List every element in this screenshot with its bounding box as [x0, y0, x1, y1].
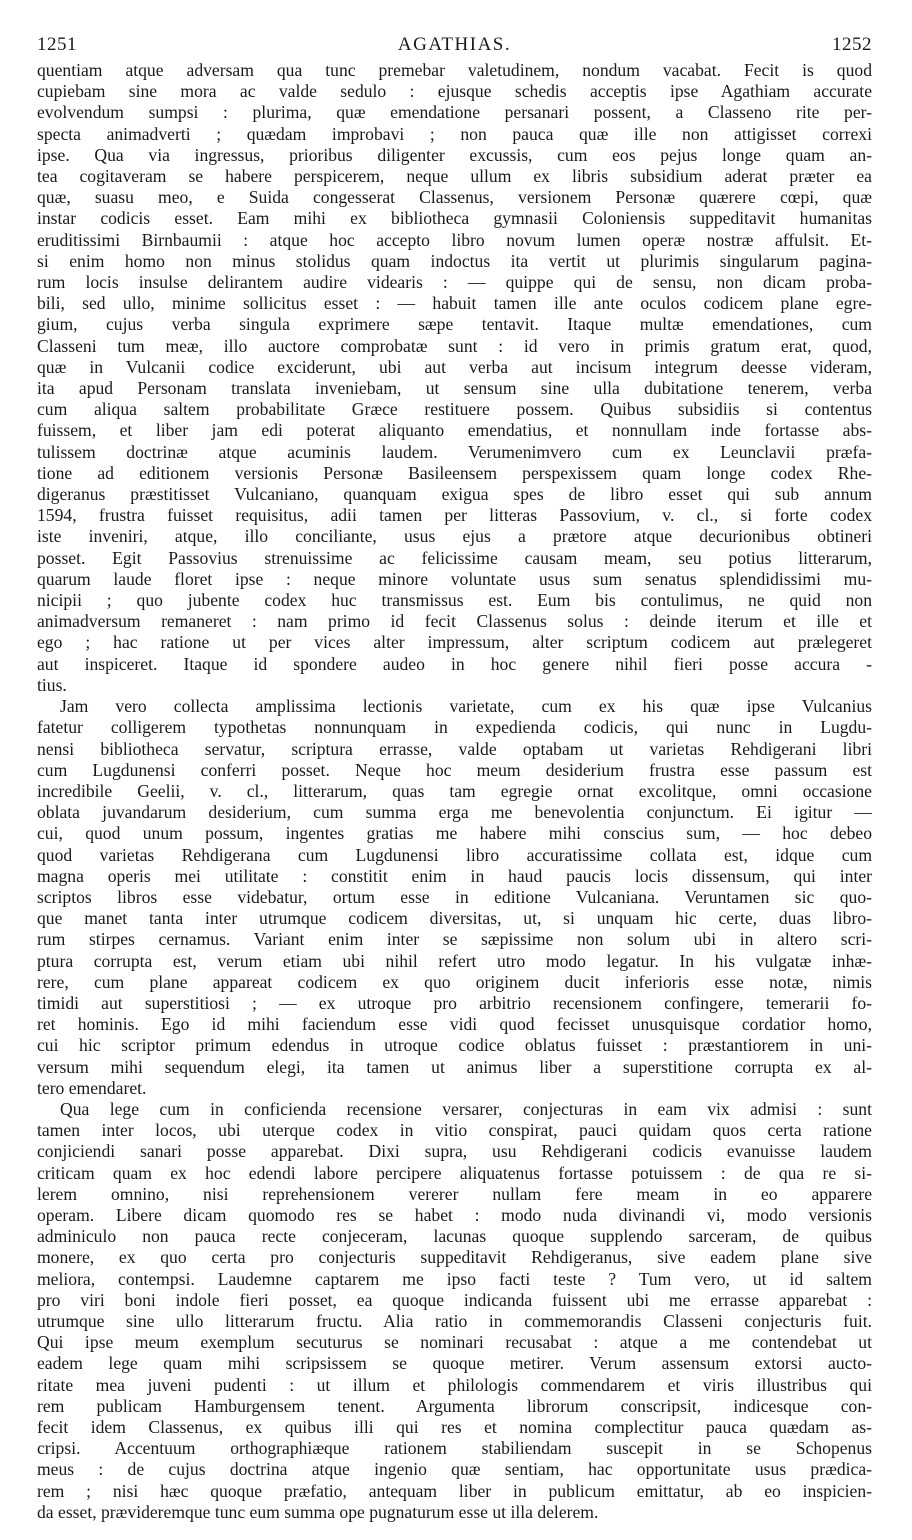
text-line: Jam vero collecta amplissima lectionis varietate, cum ex his quæ ipse Vulcanius [60, 696, 872, 717]
text-line: gium, cujus verba singula exprimere sæpe tentavit. Itaque multæ emendationes, cum [37, 314, 872, 335]
text-line: operam. Libere dicam quomodo res se habet : modo nuda divinandi vi, modo versionis [37, 1204, 872, 1225]
text-line: instar codicis esset. Eam mihi ex bibliotheca gymnasii Coloniensis suppeditavit humanitas [37, 208, 872, 229]
text-line: 1594, frustra fuisset requisitus, adii tamen per litteras Passovium, v. cl., si forte codex [37, 505, 872, 526]
text-line: ret hominis. Ego id mihi faciendum esse vidi quod fecisset unusquisque cordatior homo, [37, 1014, 872, 1035]
text-line: nicipii ; quo jubente codex huc transmissus est. Eum bis contulimus, ne quid non [37, 590, 872, 611]
text-line: scriptos libros esse videbatur, ortum esse in editione Vulcaniana. Veruntamen sic quo- [37, 886, 872, 907]
text-line: cui, quod unum possum, ingentes gratias me habere mihi conscius sum, — hoc debeo [37, 823, 872, 844]
text-line: iste inveniri, atque, illo conciliante, usus ejus a prætore atque decurionibus obtineri [37, 526, 872, 547]
text-line: tamen inter locos, ubi uterque codex in vitio conspirat, pauci quidam quos certa ratione [37, 1120, 872, 1141]
text-line: cupiebam sine mora ac valde sedulo : ejusque schedis acceptis ipse Agathiam accurate [37, 81, 872, 102]
text-line: da esset, prævideremque tunc eum summa ope pugnaturum esse ut illa delerem. [37, 1501, 599, 1522]
text-line: rum stirpes cernamus. Variant enim inter se sæpissime non solum ubi in altero scri- [37, 929, 872, 950]
text-line: criticam quam ex hoc edendi labore percipere aliquatenus fortasse potuissem : de qua re si- [37, 1162, 872, 1183]
text-line: tea cogitaveram se habere perspicerem, neque ullum ex libris subsidium aderat præter ea [37, 166, 872, 187]
text-line: quarum laude floret ipse : neque minore voluntate usus sum senatus splendidissimi mu- [37, 568, 872, 589]
text-line: cripsi. Accentuum orthographiæque rationem stabiliendam suscepit in se Schopenus [37, 1438, 872, 1459]
text-line: incredibile Geelii, v. cl., litterarum, quas tam egregie ornat excolitque, omni occasione [37, 780, 872, 801]
body-text [37, 60, 872, 1523]
paragraph [37, 1099, 872, 1523]
left-page-number: 1251 [37, 34, 77, 55]
text-line: conjiciendi sanari posse apparebat. Dixi supra, usu Rehdigerani codicis evanuisse laudem [37, 1141, 872, 1162]
text-line: rem ; nisi hæc quoque præfatio, antequam liber in publicum emittatur, ab eo inspicien- [37, 1480, 872, 1501]
text-line: rere, cum plane appareat codicem ex quo originem ducit inferioris esse notæ, nimis [37, 971, 872, 992]
text-line: magna operis mei utilitate : constitit enim in haud paucis locis dissensum, qui inter [37, 865, 872, 886]
text-line: tione ad editionem versionis Personæ Basileensem perspexissem quam longe codex Rhe- [37, 462, 872, 483]
text-line: fatetur colligerem typothetas nonnunquam in expedienda codicis, qui nunc in Lugdu- [37, 717, 872, 738]
text-line: tius. [37, 674, 67, 695]
text-line: Qui ipse meum exemplum secuturus se nominari recusabat : atque a me contendebat ut [37, 1332, 872, 1353]
text-line: meliora, contempsi. Laudemne captarem me ipso facti teste ? Tum vero, ut id saltem [37, 1268, 872, 1289]
text-line: si enim homo non minus stolidus quam indoctus ita vertit ut plurimis singularum pagina- [37, 250, 872, 271]
text-line: quentiam atque adversam qua tunc premebar valetudinem, nondum vacabat. Fecit is quod [37, 60, 872, 80]
text-line: quæ in Vulcanii codice exciderunt, ubi aut verba aut incisum integrum deesse videram, [37, 356, 872, 377]
text-line: pro viri boni indole fieri posset, ea quoque indicanda fuissent ubi me errasse apparebat : [37, 1289, 872, 1310]
text-line: versum mihi sequendum elegi, ita tamen ut animus liber a superstitione corrupta ex al- [37, 1056, 872, 1077]
text-line: evolvendum sumpsi : plurima, quæ emendatione persanari possent, a Classeno rite per- [37, 102, 872, 123]
page-header [37, 34, 872, 56]
text-line: que manet tanta inter utrumque codicem diversitas, ut, si unquam hic certe, duas libro- [37, 908, 872, 929]
text-line: aut inspiceret. Itaque id spondere audeo in hoc genere nihil fieri posse accura - [37, 653, 872, 674]
text-line: tulissem doctrinæ atque acuminis laudem. Verumenimvero cum ex Leunclavii præfa- [37, 441, 872, 462]
text-line: ita apud Personam translata inveniebam, ut sensum sine ulla dubitatione tenerem, verba [37, 378, 872, 399]
paragraph [37, 696, 872, 1099]
text-line: fecit idem Classenus, ex quibus illi qui res et nomina complectitur pauca quædam as- [37, 1417, 872, 1437]
text-line: ego ; hac ratione ut per vices alter impressum, alter scriptum codicem aut prælegeret [37, 632, 872, 653]
text-line: quod varietas Rehdigerana cum Lugdunensi libro accuratissime collata est, idque cum [37, 844, 872, 865]
text-line: timidi aut superstitiosi ; — ex utroque pro arbitrio recensionem confingere, temerarii fo- [37, 992, 872, 1013]
text-line: Qua lege cum in conficienda recensione versarer, conjecturas in eam vix admisi : sunt [60, 1098, 872, 1119]
text-line: oblata juvandarum desiderium, cum summa erga me benevolentia conjunctum. Ei igitur — [37, 802, 872, 823]
text-line: adminiculo non pauca recte conjeceram, lacunas quoque supplendo sarceram, de quibus [37, 1226, 872, 1247]
text-line: lerem omnino, nisi reprehensionem vererer nullam fere meam in eo apparere [37, 1183, 872, 1204]
text-line: eadem lege quam mihi scripsissem se quoque metirer. Verum assensum extorsi aucto- [37, 1353, 872, 1374]
text-line: nensi bibliotheca servatur, scriptura errasse, valde optabam ut varietas Rehdigerani libri [37, 738, 872, 759]
text-line: fuissem, et liber jam edi poterat aliquanto emendatius, et nonnullam inde fortasse abs- [37, 420, 872, 441]
text-line: utrumque sine ullo litterarum fructu. Alia ratio in commemorandis Classeni conjecturis fuit. [37, 1310, 872, 1331]
text-line: cum aliqua saltem probabilitate Græce restituere possem. Quibus subsidiis si contentus [37, 399, 872, 420]
text-line: ipse. Qua via ingressus, prioribus diligenter excussis, cum eos pejus longe quam an- [37, 144, 872, 165]
text-line: specta animadverti ; quædam improbavi ; non pauca quæ ille non attigisset correxi [37, 123, 872, 144]
text-line: ptura corrupta est, verum etiam ubi nihil refert utro modo legatur. In his vulgatæ inhæ- [37, 950, 872, 971]
text-line: eruditissimi Birnbaumii : atque hoc accepto libro novum lumen operæ nostræ affulsit. Et- [37, 229, 872, 250]
text-line: tero emendaret. [37, 1077, 147, 1098]
text-line: monere, ex quo certa pro conjecturis suppeditavit Rehdigeranus, sive eadem plane sive [37, 1247, 872, 1268]
paragraph [37, 60, 872, 696]
text-line: posset. Egit Passovius strenuissime ac felicissime causam meam, seu potius litterarum, [37, 547, 872, 568]
running-title: AGATHIAS. [397, 34, 512, 55]
text-line: bili, sed ullo, minime sollicitus esset : — habuit tamen ille ante oculos codicem plane egre- [37, 293, 872, 314]
text-line: rem publicam Hamburgensem tenent. Argumenta librorum conscripsit, indicesque con- [37, 1395, 872, 1416]
text-line: quæ, suasu meo, e Suida congesserat Classenus, versionem Personæ quærere cœpi, quæ [37, 187, 872, 208]
text-line: animadversum remaneret : nam primo id fecit Classenus solus : deinde iterum et ille et [37, 611, 872, 632]
text-line: digeranus præstitisset Vulcaniano, quanquam exigua spes de libro esset qui sub annum [37, 484, 872, 505]
text-line: cui hic scriptor primum edendus in utroque codice oblatus fuisset : præstantiorem in uni- [37, 1035, 872, 1056]
text-line: rum locis insulse delirantem audire videaris : — quippe qui de sensu, non dicam proba- [37, 272, 872, 293]
text-line: Classeni tum meæ, illo auctore comprobatæ sunt : id vero in primis gratum erat, quod, [37, 335, 872, 356]
right-page-number: 1252 [832, 34, 872, 55]
text-line: cum Lugdunensi conferri posset. Neque hoc meum desiderium frustra esse passum est [37, 759, 872, 780]
text-line: meus : de cujus doctrina atque ingenio quæ sentiam, hac opportunitate usus prædica- [37, 1459, 872, 1480]
text-line: ritate mea juveni pudenti : ut illum et philologis commendarem et viris illustribus qui [37, 1374, 872, 1395]
